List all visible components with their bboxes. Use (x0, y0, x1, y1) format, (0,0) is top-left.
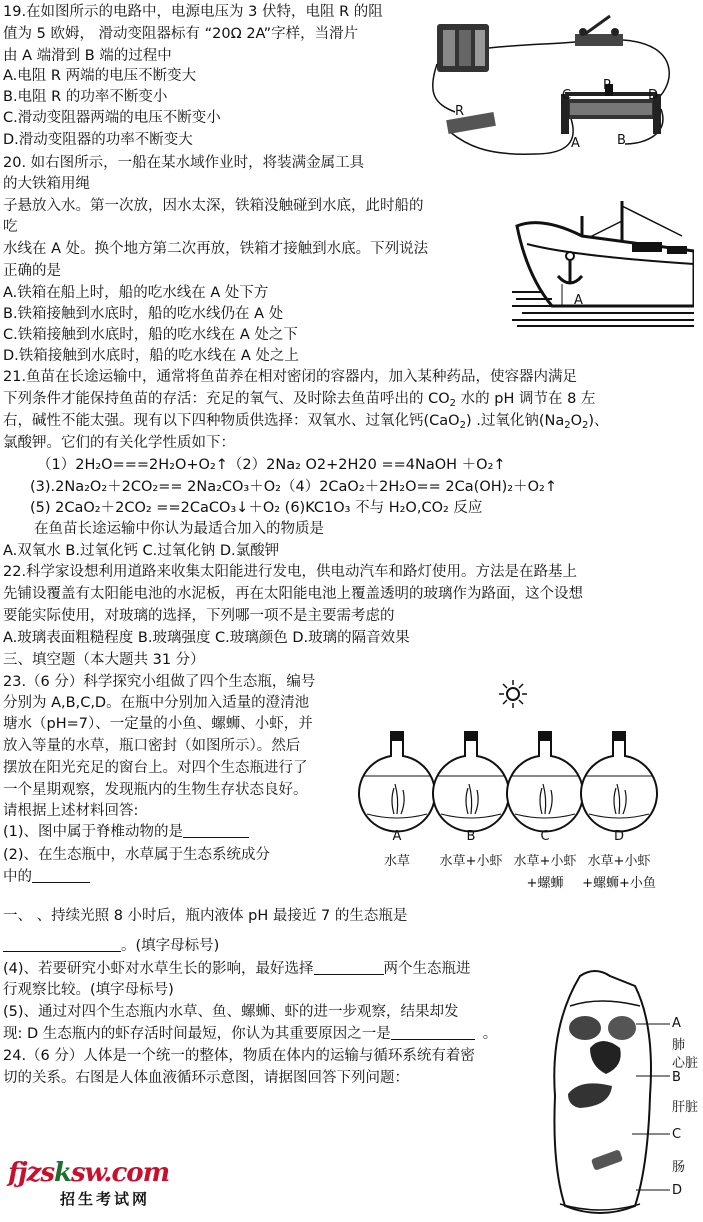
q20-option-c: C.铁箱接触到水底时，船的吃水线在 A 处之下 (3, 327, 298, 343)
q20-option-d: D.铁箱接触到水底时，船的吃水线在 A 处之上 (3, 348, 299, 364)
q21-ask: 在鱼苗长途运输中你认为最适合加入的物质是 (34, 521, 324, 537)
q23-line4: 放入等量的水草，瓶口密封（如图所示）。然后 (3, 738, 301, 754)
q23-sub3-cont: 。(填字母标号) (3, 936, 219, 956)
q21-line3: 右，碱性不能太强。现有以下四种物质供选择：双氧水、过氧化钙(CaO$_2$) .过氧化钠$(Na_2O_2)$、 (3, 413, 609, 431)
circulation-label-d: D (672, 1183, 683, 1198)
q21-line4: 氯酸钾。它们的有关化学性质如下： (3, 435, 235, 451)
ship-icon (517, 201, 694, 306)
q23-sub2-cont: 中的 (3, 867, 90, 887)
bottle-contents-extra-c: +螺蛳 (526, 876, 564, 891)
q22-line1: 22.科学家设想利用道路来收集太阳能进行发电，供电动汽车和路灯使用。方法是在路基上 (3, 564, 578, 580)
bottle-contents-extra-d: +螺蛳+小鱼 (582, 876, 656, 891)
q24-line1: 24.（6 分）人体是一个统一的整体，物质在体内的运输与循环系统有着密 (3, 1048, 475, 1064)
q23-sub4-cont: 行观察比较。(填字母标号) (3, 982, 174, 998)
q23-sub3: 一、 、持续光照 8 小时后，瓶内液体 pH 最接近 7 的生态瓶是 (3, 908, 408, 924)
q20-line4: 吃 (3, 219, 18, 235)
bottle-contents-b: 水草+小虾 (439, 854, 503, 869)
bottle-label-b: B (466, 829, 476, 844)
rheostat-icon (561, 84, 661, 134)
circuit-label-d: D (648, 88, 659, 103)
q23-sub5-cont: 现: D 生态瓶内的虾存活时间最短，你认为其重要原因之一是 。 (3, 1026, 498, 1042)
circulation-label-lung: 肺 (672, 1038, 686, 1053)
q20-line5: 水线在 A 处。换个地方第二次再放，铁箱才接触到水底。下列说法 (3, 241, 429, 257)
q23-line3: 塘水（pH=7）、一定量的小鱼、螺蛳、小虾，并 (3, 716, 313, 732)
q20-line6: 正确的是 (3, 263, 61, 279)
answer-blank-1[interactable] (183, 823, 249, 838)
q23-line7: 请根据上述材料回答: (3, 803, 139, 819)
resistor-icon (446, 112, 496, 134)
q19-line3: 由 A 端滑到 B 端的过程中 (3, 48, 172, 64)
circulation-label-b: B (672, 1070, 681, 1085)
q19-option-d: D.滑动变阻器的功率不断变大 (3, 132, 193, 148)
q21-options: A.双氧水 B.过氧化钙 C.过氧化钠 D.氯酸钾 (3, 543, 280, 559)
circuit-label-a: A (571, 136, 580, 151)
q23-line2: 分别为 A,B,C,D。在瓶中分别加入适量的澄清池 (3, 695, 310, 711)
bottle-contents-d: 水草+小虾 (587, 854, 651, 869)
bottle-contents-c: 水草+小虾 (513, 854, 577, 869)
ecosystem-bottles-diagram (355, 676, 685, 841)
q21-line2: 下列条件才能保持鱼苗的存活：充足的氧气、及时除去鱼苗呼出的 $CO_2$ 水的 pH 调节在 8 左 (3, 391, 596, 409)
ship-diagram (512, 196, 694, 328)
q23-sub1: (1)、图中属于脊椎动物的是 (3, 822, 249, 842)
q20-option-a: A.铁箱在船上时，船的吃水线在 A 处下方 (3, 285, 269, 301)
ship-label-a: A (574, 293, 583, 308)
circulation-diagram (540, 966, 670, 1220)
q23-sub5: (5)、通过对四个生态瓶内水草、鱼、螺蛳、虾的进一步观察，结果却发 (3, 1004, 459, 1020)
q20-line2: 的大铁箱用绳 (3, 176, 90, 192)
battery-icon (437, 24, 489, 72)
liver-icon (568, 1083, 612, 1108)
sun-icon (499, 680, 527, 708)
intestine-icon (591, 1149, 623, 1171)
q21-line1: 21.鱼苗在长途运输中，通常将鱼苗养在相对密闭的容器内，加入某种药品，使容器内满足 (3, 369, 578, 385)
q19-line1: 19.在如图所示的电路中，电源电压为 3 伏特，电阻 R 的阻 (3, 4, 383, 20)
circuit-label-b: B (617, 133, 626, 148)
bottle-label-a: A (392, 829, 402, 844)
q22-line3: 要能实际使用，对玻璃的选择，下列哪一项不是主要需考虑的 (3, 608, 395, 624)
switch-icon (575, 16, 623, 46)
bottle-b (433, 731, 509, 832)
q23-sub2: (2)、在生态瓶中，水草属于生态系统成分 (3, 847, 271, 863)
q22-options: A.玻璃表面粗糙程度 B.玻璃强度 C.玻璃颜色 D.玻璃的隔音效果 (3, 630, 410, 646)
section-heading: 三、填空题（本大题共 31 分） (3, 652, 205, 668)
heart-icon (590, 1041, 621, 1074)
circulation-label-heart: 心脏 (672, 1056, 699, 1071)
q22-line2: 先铺设覆盖有太阳能电池的水泥板，再在太阳能电池上覆盖透明的玻璃作为路面，这个设想 (3, 586, 583, 602)
circulation-label-intestine: 肠 (672, 1160, 686, 1175)
lung-icon (569, 1016, 636, 1040)
site-logo: fjzsksw.com 招生考试网 (8, 1158, 170, 1208)
q23-line6: 一个星期观察，发现瓶内的生物生存状态良好。 (3, 782, 308, 798)
circuit-diagram (425, 4, 695, 160)
bottle-c (507, 731, 583, 832)
bottle-a (359, 731, 435, 832)
circulation-label-liver: 肝脏 (672, 1100, 699, 1115)
circuit-label-p: P (603, 78, 611, 93)
circulation-label-a: A (672, 1016, 681, 1031)
q24-line2: 切的关系。右图是人体血液循环示意图，请据图回答下列问题： (3, 1070, 409, 1086)
circuit-label-c: C (562, 88, 572, 103)
q20-line3: 子悬放入水。第一次放，因水太深，铁箱没触碰到水底，此时船的 (3, 198, 424, 214)
circulation-label-c: C (672, 1127, 682, 1142)
bottle-d (581, 731, 657, 832)
q21-reaction-1: （1）2H₂O===2H₂O+O₂↑（2）2Na₂ O2+2H20 ==4NaOH ＋O₂↑ (37, 457, 506, 473)
q20-option-b: B.铁箱接触到水底时，船的吃水线仍在 A 处 (3, 306, 284, 322)
q23-line1: 23.（6 分）科学探究小组做了四个生态瓶，编号 (3, 674, 316, 690)
q21-reaction-2: (3).2Na₂O₂＋2CO₂== 2Na₂CO₃＋O₂（4）2CaO₂＋2H₂O== 2Ca(OH)₂＋O₂↑ (30, 479, 557, 495)
bottle-label-c: C (540, 829, 550, 844)
q23-sub4: (4)、若要研究小虾对水草生长的影响，最好选择 两个生态瓶进 (3, 961, 471, 977)
circuit-label-r: R (455, 104, 465, 119)
answer-blank-5[interactable] (391, 1025, 475, 1040)
q23-line5: 摆放在阳光充足的窗台上。对四个生态瓶进行了 (3, 760, 308, 776)
q19-line2: 值为 5 欧姆， 滑动变阻器标有 “20Ω 2A”字样，当滑片 (3, 26, 359, 42)
answer-blank-3[interactable] (3, 937, 121, 952)
answer-blank-4[interactable] (314, 960, 384, 975)
q19-option-a: A.电阻 R 两端的电压不断变大 (3, 68, 197, 84)
q19-option-b: B.电阻 R 的功率不断变小 (3, 89, 168, 105)
bottle-label-d: D (613, 829, 624, 844)
answer-blank-2[interactable] (32, 868, 90, 883)
q19-option-c: C.滑动变阻器两端的电压不断变小 (3, 110, 221, 126)
bottle-contents-a: 水草 (383, 854, 410, 869)
q21-reaction-3: (5) 2CaO₂＋2CO₂ ==2CaCO₃↓＋O₂ (6)KC1O₃ 不与 H₂O,CO₂ 反应 (30, 500, 483, 516)
q20-line1: 20. 如右图所示，一船在某水域作业时，将装满金属工具 (3, 155, 365, 171)
